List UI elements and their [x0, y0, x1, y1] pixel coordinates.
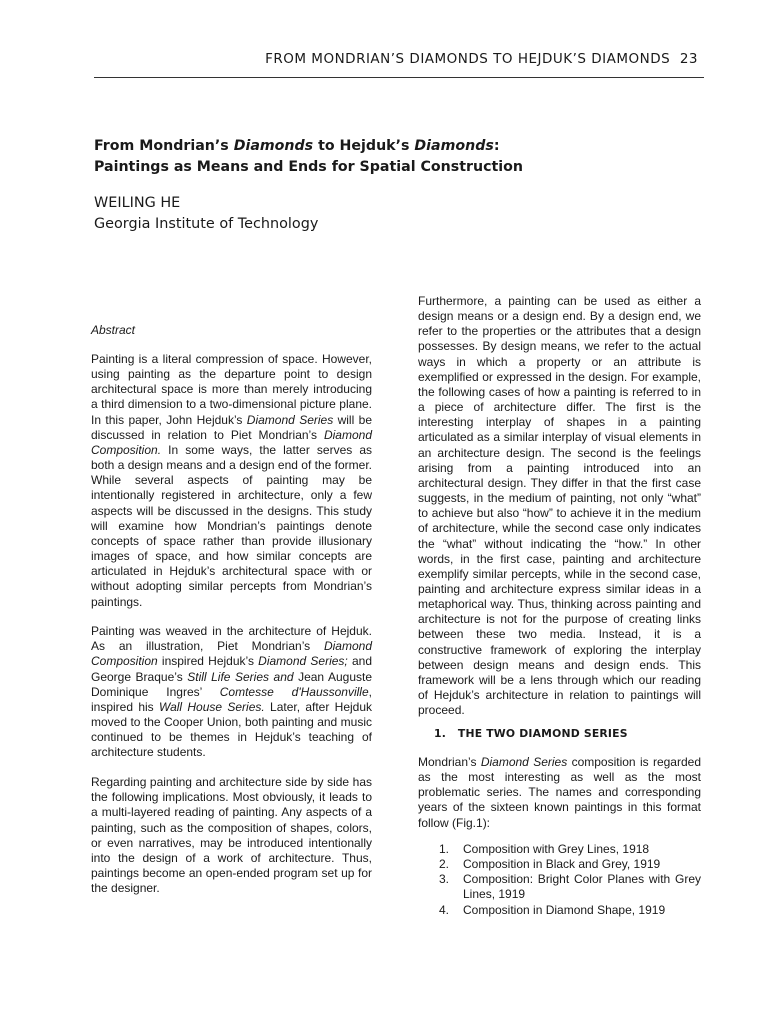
list-number: 4. — [439, 902, 450, 917]
abstract-paragraph-3: Regarding painting and architecture side by side has the following implications. Most obviously, it leads to a multi-layered reading of painting. Any aspects of a painting, such as the composition of shapes, colors, or even narratives, may be introduced intentionally into the design of a work of architecture. Thus, paintings become an open-ended program set up for the designer. — [91, 775, 372, 896]
list-number: 2. — [439, 857, 450, 872]
paintings-list — [418, 842, 701, 918]
section-heading: 1. THE TWO DIAMOND SERIES — [434, 727, 628, 740]
abstract-label: Abstract — [91, 323, 136, 337]
title-part: From Mondrian’s — [94, 138, 234, 154]
list-text: Composition: Bright Color Planes with Grey Lines, 1919 — [463, 872, 701, 902]
list-number: 1. — [439, 842, 450, 856]
right-column — [418, 294, 701, 718]
title-line-1 — [94, 136, 714, 157]
body-paragraph-2: Mondrian’s Diamond Series composition is regarded as the most interesting as well as the most problematic series. The names and corresponding years of the sixteen known paintings in this format follow (Fig.1): — [418, 755, 701, 830]
author-block — [94, 193, 318, 235]
list-item — [418, 872, 701, 902]
list-number: 3. — [439, 872, 450, 887]
abstract-paragraph-2: Painting was weaved in the architecture of Hejduk. As an illustration, Piet Mondrian’s Diamond Composition inspired Hejduk’s Diamond Series; and George Braque’s Still Life Series and Jean Auguste Dominique Ingres’ Comtesse d'Haussonville, inspired his Wall House Series. Later, after Hejduk moved to the Cooper Union, both painting and music continued to be themes in Hejduk’s teaching of architecture students. — [91, 624, 373, 760]
title-part: to Hejduk’s — [313, 138, 415, 154]
body-paragraph-1: Furthermore, a painting can be used as either a design means or a design end. By a design end, we refer to the properties or the attributes that a design possesses. By design means, we refer to the actual ways in which a property or an attribute is exemplified or expressed in the design. For example, the following cases of how a painting is referred to in a piece of architecture differ. The first is the interesting interplay of shapes in a painting articulated as a similar interplay of visual elements in an architecture design. The second is the feelings arising from a painting introduced into an architectural design. They differ in that the first case suggests, in the medium of painting, not only “what” to achieve but also “how” to achieve it in the medium of architecture, while the second case only indicates the “what” without indicating the “how.” In other words, in the first case, painting and architecture exemplify similar percepts, while in the second case, painting and architecture express similar ideas in a metaphorical way. Thus, thinking across painting and architecture is not for the purpose of creating links between these two media. Instead, it is a constructive framework of exploring the interplay between design means and design ends. This framework will be a lens through which our reading of Hejduk’s architecture in relation to paintings will proceed. — [418, 294, 701, 718]
list-text: Composition with Grey Lines, 1918 — [463, 842, 650, 856]
title-part-italic: Diamonds — [414, 138, 494, 154]
running-title: FROM MONDRIAN’S DIAMONDS TO HEJDUK’S DIAMONDS — [265, 51, 671, 67]
list-item — [418, 903, 701, 918]
author-affiliation: Georgia Institute of Technology — [94, 216, 319, 232]
title-part: : — [493, 138, 500, 154]
author-name: WEILING HE — [94, 195, 181, 211]
header-rule — [94, 77, 704, 78]
page-number: 23 — [679, 51, 698, 67]
title-line-2: Paintings as Means and Ends for Spatial Construction — [94, 159, 524, 175]
list-item — [418, 857, 701, 872]
list-text: Composition in Black and Grey, 1919 — [463, 857, 661, 872]
left-column — [91, 352, 372, 896]
title-part-italic: Diamonds — [233, 138, 314, 154]
abstract-paragraph-1: Painting is a literal compression of space. However, using painting as the departure point to design architectural space is more than merely introducing a third dimension to a two-dimensional picture plane. In this paper, John Hejduk’s Diamond Series will be discussed in relation to Piet Mondrian’s Diamond Composition. In some ways, the latter serves as both a design means and a design end of the former. While several aspects of painting may be intentionally registered in architecture, only a few aspects will be discussed in the designs. This study will examine how Mondrian’s paintings denote concepts of space rather than provide illusionary images of space, and how similar concepts are articulated in Hejduk’s architectural space with or without adopting similar percepts from Mondrian’s paintings. — [91, 352, 372, 609]
list-item — [418, 842, 701, 857]
list-text: Composition in Diamond Shape, 1919 — [463, 902, 666, 917]
section-body — [418, 755, 701, 831]
running-header — [265, 51, 698, 67]
paper-title — [94, 136, 714, 178]
